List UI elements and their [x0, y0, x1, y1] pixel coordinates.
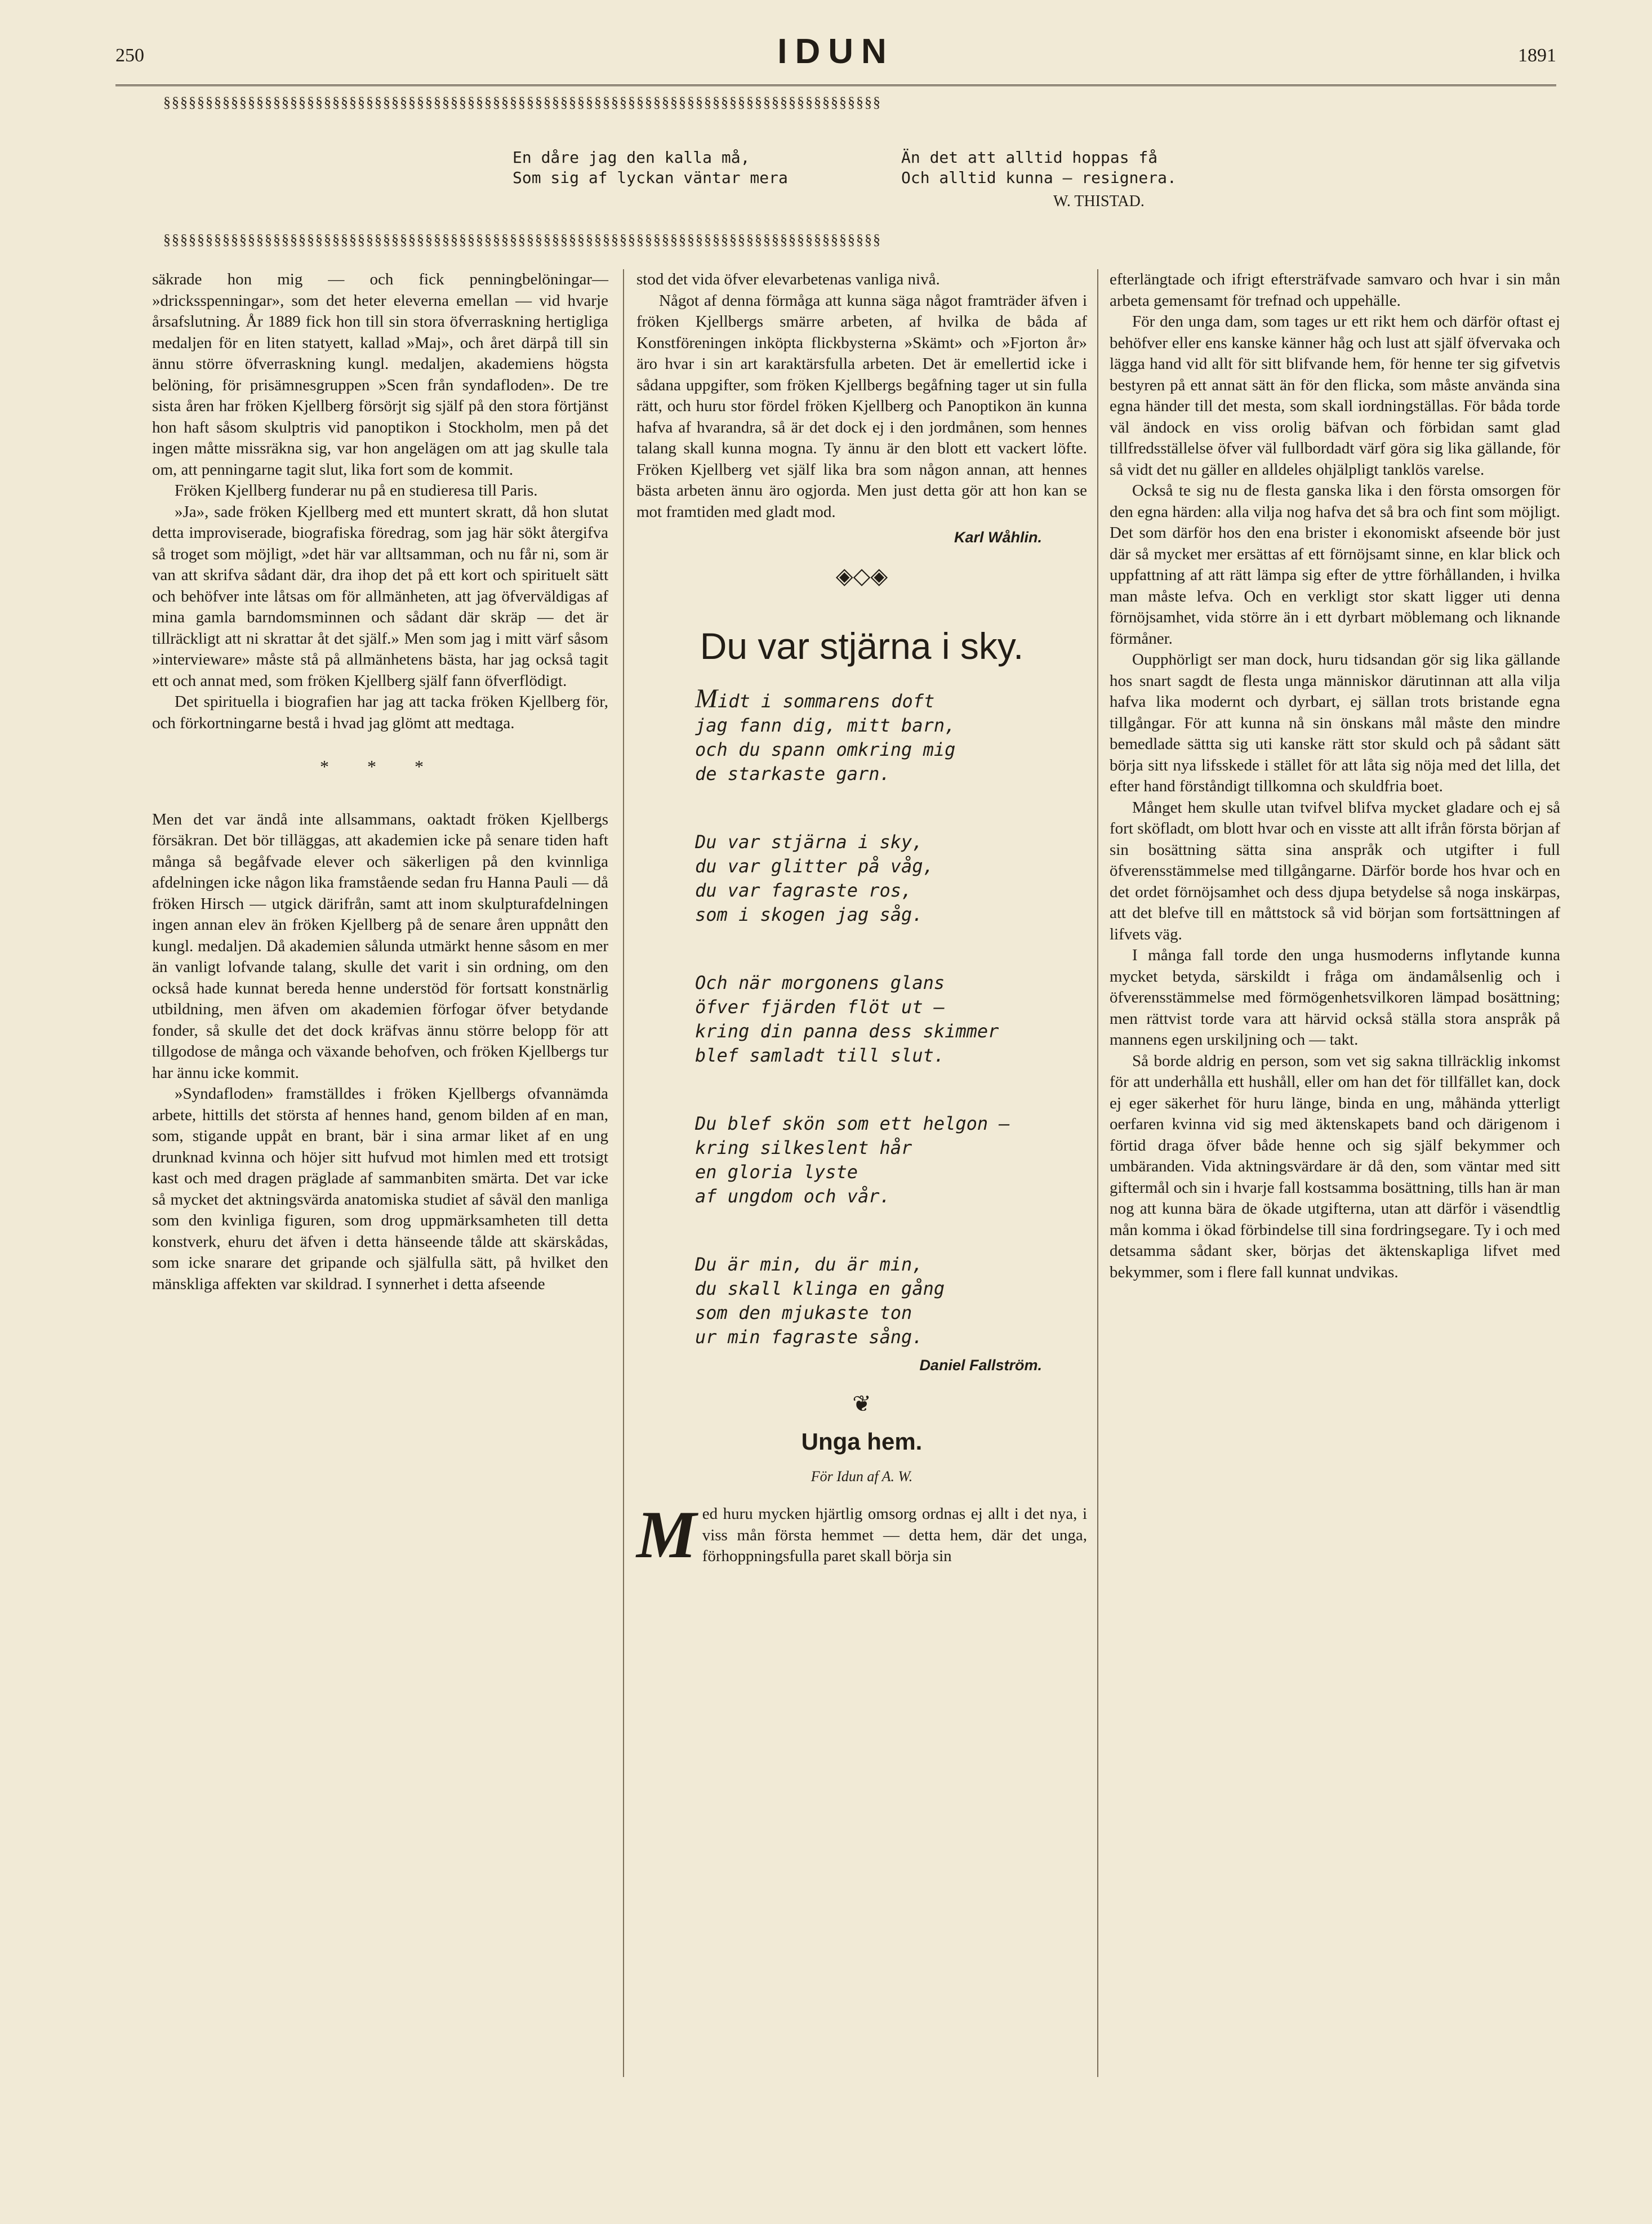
- poem-line-text: idt i sommarens doft: [717, 690, 935, 712]
- poem-line: Och när morgonens glans: [695, 972, 945, 993]
- section-byline: För Idun af A. W.: [811, 1468, 913, 1485]
- page-year: 1891: [1518, 45, 1556, 66]
- poem-line: [695, 684, 1087, 714]
- poem-line: kring din panna dess skimmer: [695, 1020, 999, 1042]
- epigraph-left: [513, 148, 873, 188]
- poem-line: de starkaste garn.: [695, 763, 890, 785]
- section-title: Unga hem.: [801, 1428, 923, 1455]
- section-stars: * * *: [320, 756, 440, 777]
- paragraph: säkrade hon mig — och fick penningbelöningar— »dricksspenningar», som det heter eleverna emellan — vid hvarje årsafslutning. År 1889 fick hon till sin stora öfverraskning hertigliga medaljen för en liten statyett, kallad »Maj», och året därpå till sin ännu större öfverraskning kungl. medaljen, akademiens högsta belöning, för prisämnesgruppen »Scen från syndafloden». De tre sista åren har fröken Kjellberg försörjt sig själf på den stora förtjänst hon haft såsom skulptris vid panoptikon i Stockholm, men på det ingen måtte missräkna sig, var hon angelägen om att jag skulle tala om, att penningarne tagit slut, lika fort som de kommit.: [152, 270, 608, 479]
- paragraph: »Syndafloden» framställdes i fröken Kjellbergs ofvannämda arbete, hittills det största af hennes hand, genom bilden af en man, som, stigande uppåt en brant, bär i sina armar liket af en ung drunknad kvinna och höjer sitt hufvud mot himlen med ett trotsigt kast och med dragen präglade af sammanbiten smärta. Det var icke så mycket det aktningsvärda anatomiska studiet af såväl den manliga som den kvinliga figuren, som drog uppmärksamheten till detta konstverk, ehuru det äfven i detta hänseende tålde att skärskådas, som icke snarare det gripande och själfulla sätt, på hvilket den mänskliga affekten var skildrad. I synnerhet i detta afseende: [152, 1085, 608, 1293]
- author-signature: Karl Wåhlin.: [954, 529, 1042, 546]
- poem-stanza: [636, 971, 1087, 1068]
- column-divider: [1097, 269, 1098, 2077]
- bottom-ornament-border: §§§§§§§§§§§§§§§§§§§§§§§§§§§§§§§§§§§§§§§§§§§§§§§§§§§§§§§§§§§§§§§§§§§§§§§§§§§§§§§§§§§§§: [163, 232, 881, 248]
- page-header: [115, 28, 1556, 79]
- poem-line: Du blef skön som ett helgon —: [695, 1113, 1010, 1134]
- epigraph-line: En dåre jag den kalla må,: [513, 148, 750, 167]
- divider-ornament: ❦: [852, 1390, 871, 1416]
- poet-signature: Daniel Fallström.: [919, 1357, 1042, 1374]
- top-ornament-border: §§§§§§§§§§§§§§§§§§§§§§§§§§§§§§§§§§§§§§§§§§§§§§§§§§§§§§§§§§§§§§§§§§§§§§§§§§§§§§§§§§§§§: [163, 95, 881, 110]
- poem-stanza: [636, 1112, 1087, 1209]
- paragraph: efterlängtade och ifrigt eftersträfvade samvaro och hvar i sin mån arbeta gemensamt för trefnad och uppehälle.: [1110, 270, 1560, 310]
- paragraph: Oupphörligt ser man dock, huru tidsandan gör sig lika gällande hos snart sagdt de flesta unga människor därutinnan att alla vilja hafva lika modernt och dyrbart, ej sällan trots bristande egna tillgångar. För att kunna nå sin önskans mål måste den mindre bemedlade sättta sig uti kanske rätt stor skuld och på sådant sätt börja sitt nya lifsskede i stället för att låta sig nöja med det lilla, det efter hand förståndigt tillkomna och skuldfria boet.: [1110, 650, 1560, 795]
- poem-line: kring silkeslent hår: [695, 1137, 912, 1158]
- paragraph: Månget hem skulle utan tvifvel blifva mycket gladare och ej så fort sköfladt, om blott hvar och en visste att allt ifrån första början af sin bosättning sätta sina anspråk och utgifter i full öfverensstämmelse med tillgångarne. Därför borde hos hvar och en det ordet förnöjsamhet och dess djupa betydelse så noga inskärpas, att det blefve till en måttstock så vid början som fortsättningen af lifvets väg.: [1110, 798, 1560, 943]
- epigraph-line: Än det att alltid hoppas få: [901, 148, 1158, 167]
- poem-stanza: [636, 1253, 1087, 1349]
- poem-line: Du är min, du är min,: [695, 1254, 923, 1275]
- poem-line: som den mjukaste ton: [695, 1302, 912, 1323]
- paragraph: Men det var ändå inte allsammans, oaktadt fröken Kjellbergs försäkran. Det bör tilläggas, att akademien icke på senare tiden haft många så begåfvade elever och säkerligen på den kvinnliga afdelningen icke någon lika framstående sedan fru Hanna Pauli — då fröken Hirsch — utgick därifrån, samt att inom skulpturafdelningen ingen annan elev än fröken Kjellberg på de senare åren uppnått den kungl. medaljen. Då akademien sålunda utmärkt henne såsom en mer än vanligt lofvande talang, skulle det varit i sin ordning, om den också hade kunnat bereda henne understöd för fortsatt konstnärlig utbildning, men äfven om akademien förfogar öfver betydande fonder, så skulle det det dock kräfvas ännu större belopp för att tillgodose de många och växande behofven, och fröken Kjellbergs tur har ännu icke kommit.: [152, 810, 608, 1082]
- paragraph-text: ed huru mycken hjärtlig omsorg ordnas ej allt i det nya, i viss mån första hemmet — detta hem, där det unga, förhoppningsfulla paret skall börja sin: [702, 1505, 1087, 1565]
- poem-line: en gloria lyste: [695, 1161, 858, 1183]
- paragraph: Något af denna förmåga att kunna säga något framträder äfven i fröken Kjellbergs smärre arbeten, af hvilka de båda af Konstföreningen inköpta flickbysterna »Skämt» och »Fjorton år» äro hvar i sin art karaktärsfulla arbeten. Det är emellertid icke i sådana uppgifter, som fröken Kjellbergs begåfning tager ut sin fulla rätt, och huru stor fördel fröken Kjellberg och Panoptikon än kunna hafva af hvarandra, så är det dock ej i den jordmånen, som hennes talang skall kunna mogna. Ty ännu är den blott ett vackert löfte. Fröken Kjellberg vet själf lika bra som någon annan, att hennes bästa arbeten ännu äro ogjorda. Men just detta gör att hon kan se mot framtiden med gladt mod.: [636, 291, 1087, 521]
- paragraph: Fröken Kjellberg funderar nu på en studieresa till Paris.: [175, 482, 538, 500]
- poem-stanza: [636, 684, 1087, 786]
- paragraph: Så borde aldrig en person, som vet sig sakna tillräcklig inkomst för att underhålla ett hushåll, eller om han det för tillfället kan, dock ej eger säkerhet för huru länge, binda en ung, måhända ytterligt oerfaren kvinna vid sig med äktenskapets band och därigenom i förtid draga öfver både henne och sig själf bekymmer och umbäranden. Vida aktningsvärdare är då den, som väntar med sitt giftermål och sin i hvarje fall kostsamma bosättning, tills han är man nog att kunna bära de ökade utgifterna, utan att därför i väsendtlig mån komma i ökad förbindelse till sina fordringsegare. Ty i och med detsamma sådant sker, börjas det äktenskapliga lifvet med bekymmer, som i flere fall kunnat undvikas.: [1110, 1051, 1560, 1281]
- poem-initial: M: [695, 684, 718, 714]
- poem-stanza: [636, 830, 1087, 927]
- poem-line: du skall klinga en gång: [695, 1278, 945, 1299]
- masthead-title: IDUN: [777, 32, 894, 71]
- page-number: 250: [115, 45, 144, 66]
- paragraph: För den unga dam, som tages ur ett rikt hem och därför oftast ej behöfver eller ens kanske känner håg och lust att själf öfvervaka och lägga hand vid allt för sitt blifvande hem, för henne ter sig gifvetvis bestyren på ett annat sätt än för den flicka, som måste använda sina egna händer till det mesta, som skall iordningställas. För båda torde väl ändock en viss orolig bäfvan och förbidan samt glad tillfredsställelse öfver väl fullbordadt värf göra sig lika gällande, för så vidt det nu gäller en alldeles ohjälpligt tanklös varelse.: [1110, 313, 1560, 479]
- poem-line: du var glitter på våg,: [695, 855, 934, 877]
- article-column-2: [636, 269, 1087, 1572]
- epigraph-line: Och alltid kunna — resignera.: [901, 168, 1177, 187]
- poem-title: Du var stjärna i sky.: [700, 625, 1024, 667]
- header-rule: [115, 84, 1556, 86]
- poem-line: öfver fjärden flöt ut —: [695, 996, 945, 1018]
- paragraph: »Ja», sade fröken Kjellberg med ett muntert skratt, då hon slutat detta improviserade, biografiska föredrag, som jag här sökt återgifva så troget som möjligt, »det här var alltsamman, och nu får ni, som är van att skrifva sådant där, dra ihop det på ett kort och spirituelt sätt och behöfver inte låtsas om för allmänheten, att jag öfverväldigas af mina gamla barndomsminnen och sådant där skräp — det är tillräckligt att ni skrattar åt det själf.» Men som jag i mitt värf såsom »intervieware» måste stå på allmänhetens bästa, har jag också tagit ett och annat med, som fröken Kjellberg själf fann öfverflödigt.: [152, 502, 608, 690]
- paragraph: Också te sig nu de flesta ganska lika i den första omsorgen för den egna härden: alla vilja nog hafva det så bra och fint som möjligt. Det som därför hos den ena brister i ekonomiskt afseende bör just där så mycket mer ersättas af ett förnöjsamt sinne, en klar blick och uppfattning af att rätt lämpa sig efter de yttre förhållanden, i hvilka man måste lefva. Och en verkligt stor skatt ligger uti denna förnöjsamhet, vida större än i ett dyrbart möblemang och liknande förmåner.: [1110, 482, 1560, 648]
- poem-line: och du spann omkring mig: [695, 739, 956, 760]
- article-column-3: [1110, 269, 1560, 1283]
- epigraph-signature: W. THISTAD.: [1053, 193, 1145, 210]
- paragraph: Det spirituella i biografien har jag att tacka fröken Kjellberg för, och förkortningarne bestå i hvad jag glömt att medtaga.: [152, 693, 608, 732]
- poem-line: du var fagraste ros,: [695, 880, 912, 901]
- poem-line: ur min fagraste sång.: [695, 1326, 923, 1348]
- drop-cap: M: [636, 1497, 697, 1572]
- poem-line: som i skogen jag såg.: [695, 904, 923, 925]
- paragraph: I många fall torde den unga husmoderns inflytande kunna mycket betyda, särskildt i fråga om ändamålsenlig och i öfverensstämmelse med förmögenhetsvilkoren lämpad bosättning; men rättvist torde vara att härvid också ställa stora anspråk på mannens egen urskiljning och — takt.: [1110, 946, 1560, 1049]
- poem-line: blef samladt till slut.: [695, 1045, 945, 1066]
- epigraph-line: Som sig af lyckan väntar mera: [513, 168, 788, 187]
- epigraph-right: [901, 148, 1262, 188]
- poem-line: af ungdom och vår.: [695, 1185, 890, 1207]
- article-column-1: [152, 269, 608, 1295]
- paragraph: [636, 1497, 1087, 1572]
- poem-line: Du var stjärna i sky,: [695, 831, 923, 853]
- divider-ornament: ◈◇◈: [835, 563, 888, 589]
- poem-line: jag fann dig, mitt barn,: [695, 715, 956, 736]
- column-divider: [623, 269, 624, 2077]
- paragraph: stod det vida öfver elevarbetenas vanliga nivå.: [636, 270, 940, 288]
